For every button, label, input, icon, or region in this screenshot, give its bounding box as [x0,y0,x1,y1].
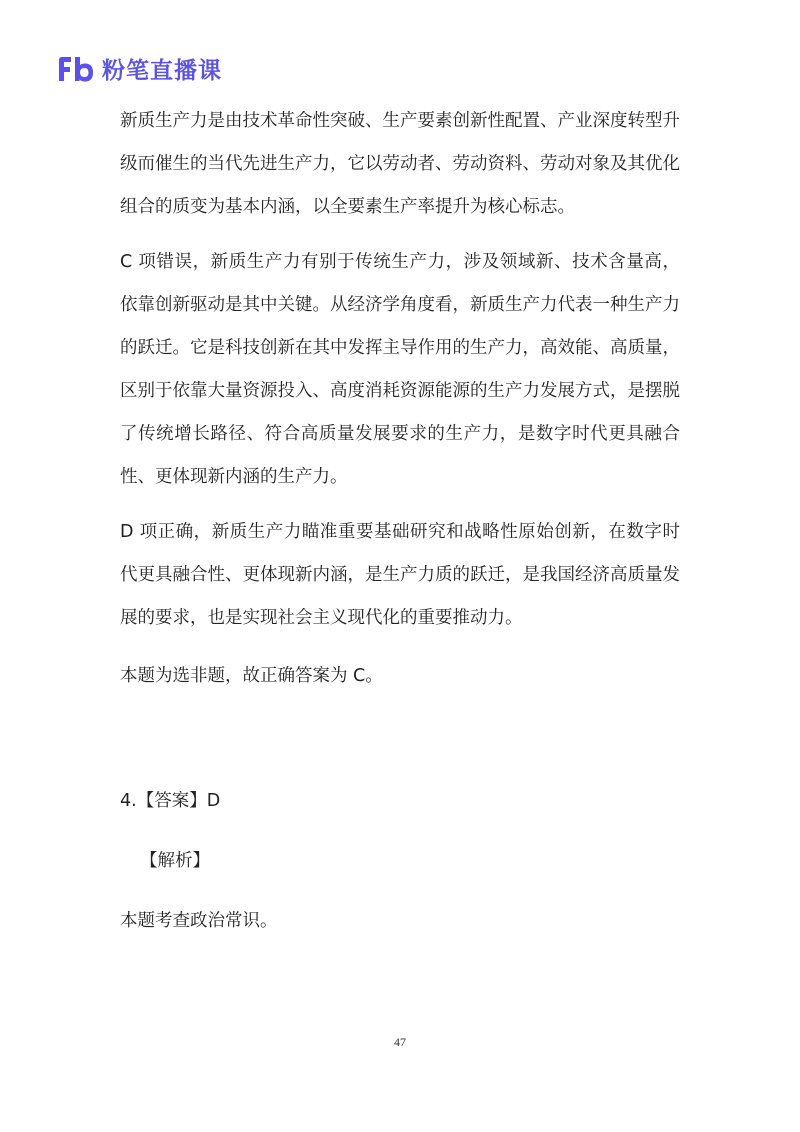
paragraph-conclusion: 本题为选非题，故正确答案为 C。 [120,666,383,686]
page-number: 47 [394,1035,406,1049]
brand-header [56,52,222,85]
fb-logo-icon [56,54,96,84]
paragraph-topic: 本题考查政治常识。 [120,911,278,931]
brand-name: 粉笔直播课 [102,58,222,84]
paragraph-option-d: D 项正确，新质生产力瞄准重要基础研究和战略性原始创新，在数字时代更具融合性、更体现新内涵，是生产力质的跃迁，是我国经济高质量发展的要求，也是实现社会主义现代化的重要推动力。 [120,522,680,628]
paragraph-option-c: C 项错误，新质生产力有别于传统生产力，涉及领域新、技术含量高，依靠创新驱动是其中关键。从经济学角度看，新质生产力代表一种生产力的跃迁。它是科技创新在其中发挥主导作用的生产力，高效能、高质量，区别于依靠大量资源投入、高度消耗资源能源的生产力发展方式，是摆脱了传统增长路径、符合高质量发展要求的生产力，是数字时代更具融合性、更体现新内涵的生产力。 [120,252,680,487]
paragraph-definition: 新质生产力是由技术革命性突破、生产要素创新性配置、产业深度转型升级而催生的当代先进生产力，它以劳动者、劳动资料、劳动对象及其优化组合的质变为基本内涵，以全要素生产率提升为核心标志。 [120,111,680,217]
analysis-label: 【解析】 [140,851,210,871]
answer-line: 4.【答案】D [120,791,221,811]
